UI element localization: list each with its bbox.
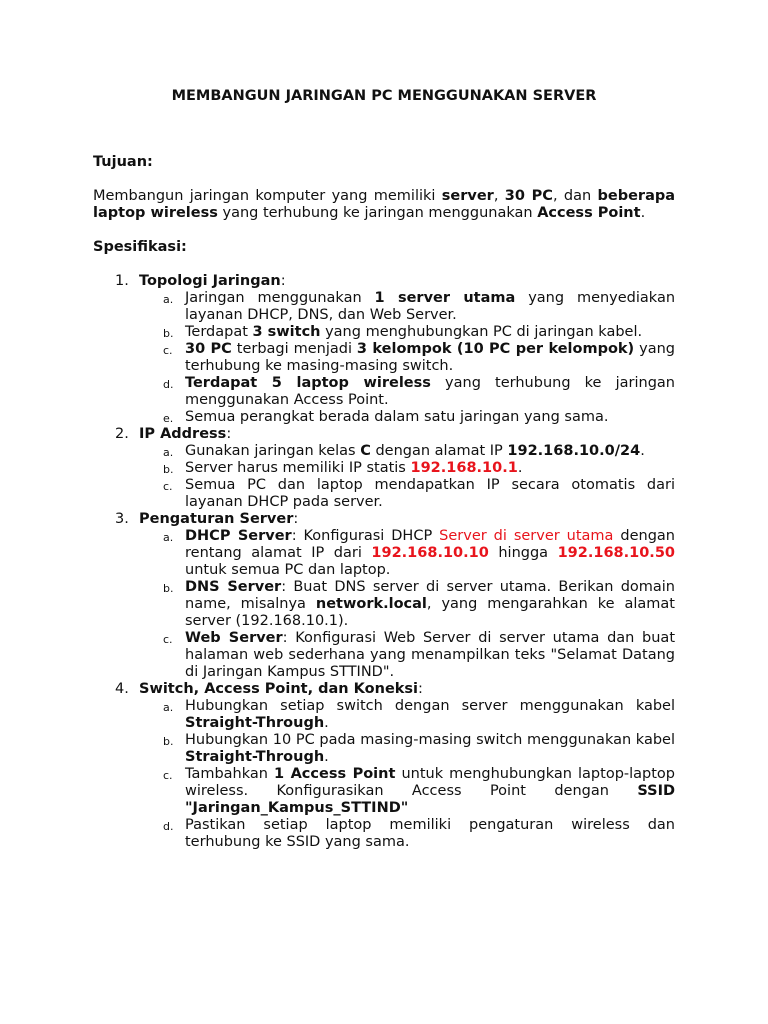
list-item: a. DHCP Server: Konfigurasi DHCP Server di server utama dengan rentang alamat IP dari 192.168.10.10 hingga 192.168.10.50 untuk semua PC dan laptop. (163, 528, 675, 578)
document-title: MEMBANGUN JARINGAN PC MENGGUNAKAN SERVER (171, 88, 597, 104)
list-item: a. Jaringan menggunakan 1 server utama yang menyediakan layanan DHCP, DNS, dan Web Server. (163, 290, 676, 323)
section-title: Pengaturan Server (139, 511, 294, 527)
list-item: b. Server harus memiliki IP statis 192.168.10.1. (163, 460, 523, 476)
section-ip-address: 2. IP Address: a. Gunakan jaringan kelas C dengan alamat IP 192.168.10.0/24. b. Server harus memiliki IP statis 192.168.10.1. c. Semua PC dan laptop mendapatkan IP secara otomatis dari layanan DHCP pada server. (115, 426, 675, 510)
spesifikasi-list (93, 273, 675, 851)
list-item: c. Semua PC dan laptop mendapatkan IP secara otomatis dari layanan DHCP pada server. (163, 477, 675, 510)
list-item: b. Terdapat 3 switch yang menghubungkan PC di jaringan kabel. (163, 324, 643, 340)
list-item: b. DNS Server: Buat DNS server di server utama. Berikan domain name, misalnya network.local, yang mengarahkan ke alamat server (192.168.10.1). (163, 579, 675, 629)
section-topologi: 1. Topologi Jaringan: a. Jaringan menggunakan 1 server utama yang menyediakan layanan DHCP, DNS, dan Web Server. b. Terdapat 3 switch yang menghubungkan PC di jaringan kabel. c. 30 PC terbagi menjadi 3 kelompok (10 PC per kelompok) yang terhubung ke masing-masing switch. d. Terdapat 5 laptop wireless yang terhubung ke jaringan menggunakan Access Point. e. Semua perangkat berada dalam satu jaringan yang sama. (115, 273, 676, 425)
section-title: IP Address (139, 426, 227, 442)
sub-list (139, 698, 675, 851)
list-item: c. Tambahkan 1 Access Point untuk menghubungkan laptop-laptop wireless. Konfigurasikan Access Point dengan SSID "Jaringan_Kampus_STTIND" (163, 766, 676, 816)
spesifikasi-heading: Spesifikasi: (93, 239, 187, 255)
list-item: d. Pastikan setiap laptop memiliki pengaturan wireless dan terhubung ke SSID yang sama. (163, 817, 675, 850)
sub-list (139, 443, 675, 511)
sub-list (139, 528, 675, 681)
list-item: e. Semua perangkat berada dalam satu jaringan yang sama. (163, 409, 609, 425)
tujuan-paragraph: Membangun jaringan komputer yang memiliki server, 30 PC, dan beberapa laptop wireless yang terhubung ke jaringan menggunakan Access Point. (93, 188, 676, 221)
section-switch-access-point: 4. Switch, Access Point, dan Koneksi: a. Hubungkan setiap switch dengan server menggunakan kabel Straight-Through. b. Hubungkan 10 PC pada masing-masing switch menggunakan kabel Straight-Through. c. Tambahkan 1 Access Point untuk menghubungkan laptop-laptop wireless. Konfigurasikan Access Point dengan SSID "Jaringan_Kampus_STTIND" d. Pastikan setiap laptop memiliki pengaturan wireless dan terhubung ke SSID yang sama. (115, 681, 676, 850)
list-item: a. Gunakan jaringan kelas C dengan alamat IP 192.168.10.0/24. (163, 443, 645, 459)
list-item: c. 30 PC terbagi menjadi 3 kelompok (10 PC per kelompok) yang terhubung ke masing-masing switch. (163, 341, 675, 374)
sub-list (139, 290, 675, 426)
list-item: a. Hubungkan setiap switch dengan server menggunakan kabel Straight-Through. (163, 698, 675, 731)
tujuan-heading: Tujuan: (93, 154, 153, 170)
list-item: c. Web Server: Konfigurasi Web Server di server utama dan buat halaman web sederhana yang menampilkan teks "Selamat Datang di Jaringan Kampus STTIND". (163, 630, 676, 680)
section-pengaturan-server: 3. Pengaturan Server: a. DHCP Server: Konfigurasi DHCP Server di server utama dengan rentang alamat IP dari 192.168.10.10 hingga 192.168.10.50 untuk semua PC dan laptop. b. DNS Server: Buat DNS server di server utama. Berikan domain name, misalnya network.local, yang mengarahkan ke alamat server (192.168.10.1). c. Web Server: Konfigurasi Web Server di server utama dan buat halaman web sederhana yang menampilkan teks "Selamat Datang di Jaringan Kampus STTIND". (115, 511, 676, 680)
document-body (93, 154, 675, 851)
section-title: Switch, Access Point, dan Koneksi (139, 681, 419, 697)
list-item: d. Terdapat 5 laptop wireless yang terhubung ke jaringan menggunakan Access Point. (163, 375, 675, 408)
section-title: Topologi Jaringan (139, 273, 281, 289)
list-item: b. Hubungkan 10 PC pada masing-masing switch menggunakan kabel Straight-Through. (163, 732, 675, 765)
